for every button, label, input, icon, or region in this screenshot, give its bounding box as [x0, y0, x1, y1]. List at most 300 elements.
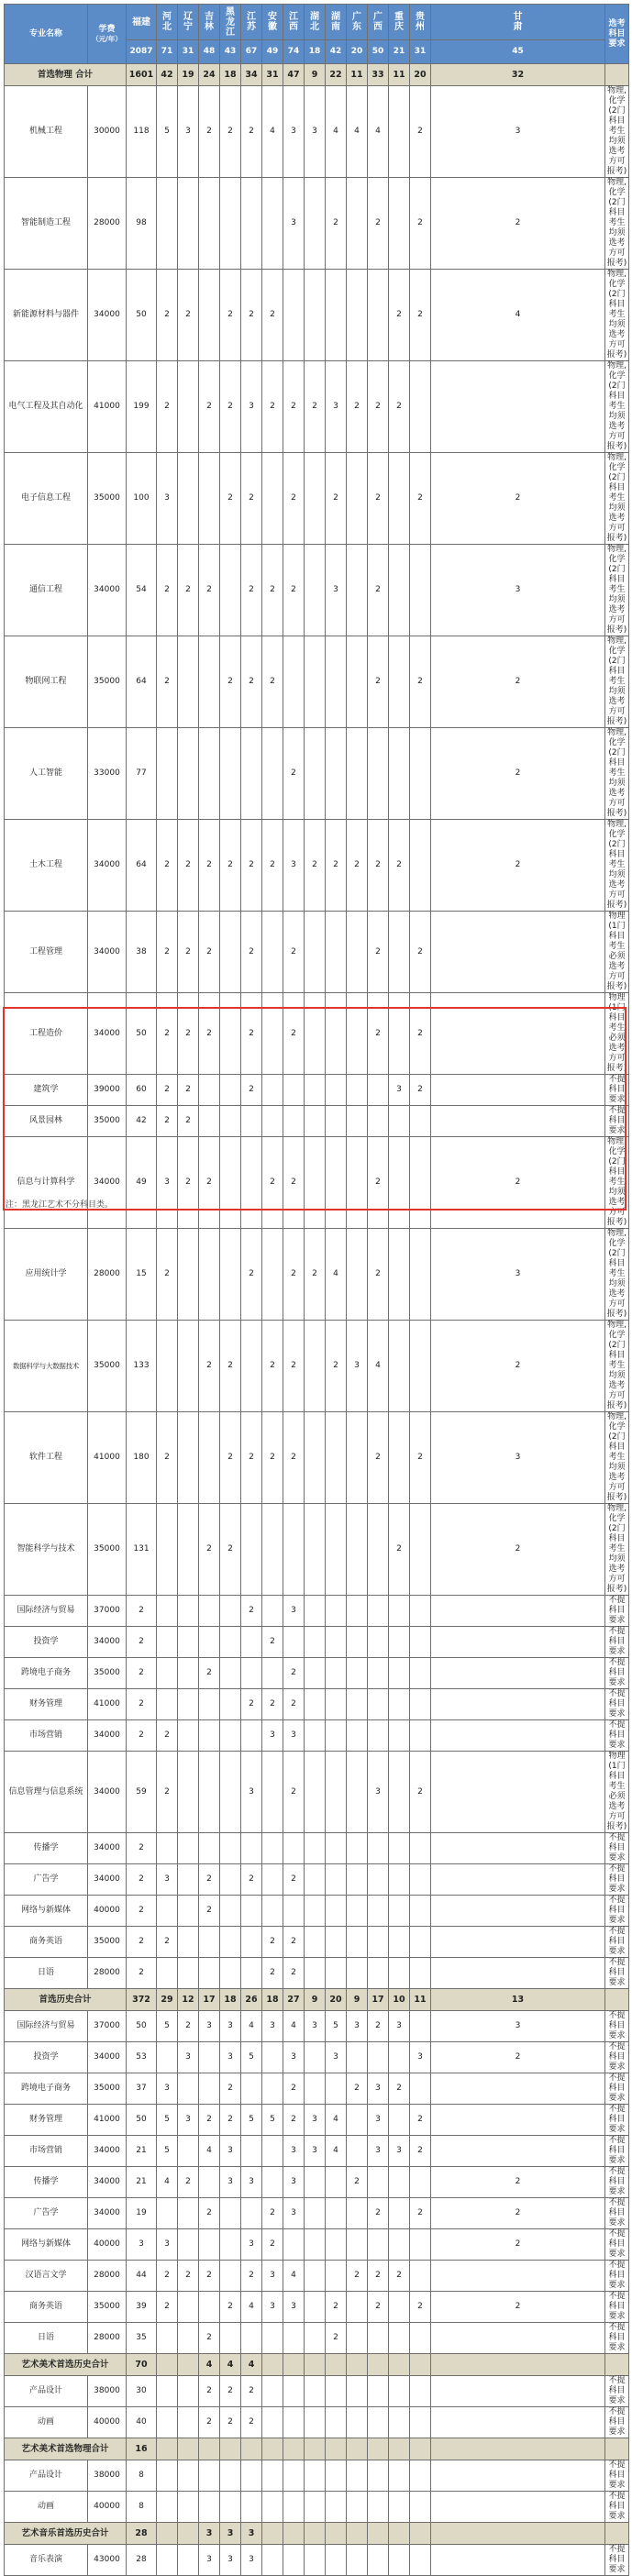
quota-cell: 2: [283, 1958, 305, 1989]
quota-cell: 2: [199, 1658, 220, 1689]
quota-cell: 2: [347, 361, 368, 453]
quota-cell: [347, 545, 368, 636]
tuition-fee: 41000: [88, 2105, 127, 2136]
tuition-fee: 35000: [88, 1106, 127, 1137]
quota-cell: 2: [199, 1504, 220, 1596]
quota-cell: [347, 2042, 368, 2073]
quota-cell: [262, 1229, 283, 1321]
quota-cell: [178, 1504, 199, 1596]
subject-requirement: 不提科目要求: [605, 2167, 629, 2198]
quota-cell: 2: [220, 1504, 241, 1596]
quota-cell: 2: [178, 270, 199, 361]
quota-cell: 3: [199, 2545, 220, 2576]
province-total: 48: [199, 40, 220, 64]
quota-cell: [389, 912, 410, 993]
quota-cell: [326, 1752, 347, 1833]
quota-cell: 2: [262, 1689, 283, 1720]
quota-cell: [178, 1927, 199, 1958]
quota-cell: [431, 2136, 605, 2167]
table-row: [5, 2460, 629, 2492]
quota-cell: [389, 2105, 410, 2136]
table-row: [5, 1504, 629, 1596]
table-header: [5, 5, 629, 64]
quota-cell: 3: [178, 2105, 199, 2136]
subject-requirement: 不提科目要求: [605, 1864, 629, 1896]
subject-requirement: 物理,化学(2门科目考生均须选考方可报考): [605, 1504, 629, 1596]
quota-cell: 2: [262, 1627, 283, 1658]
subject-requirement: 不提科目要求: [605, 2407, 629, 2438]
quota-cell: [199, 1106, 220, 1137]
quota-cell: [178, 636, 199, 728]
quota-cell: [305, 2407, 326, 2438]
province-name: 广西: [373, 12, 383, 32]
province-header: [283, 5, 305, 40]
quota-cell: [241, 2323, 262, 2354]
major-name: 动画: [5, 2492, 88, 2523]
section-total-count: [368, 2523, 389, 2545]
quota-cell: [410, 1720, 431, 1752]
quota-cell: 100: [127, 453, 157, 545]
fee-header-label: 学费: [98, 25, 116, 34]
quota-cell: 2: [127, 1958, 157, 1989]
subject-requirement: 物理,化学(2门科目考生均须选考方可报考): [605, 178, 629, 270]
quota-cell: 37: [127, 2073, 157, 2105]
subject-requirement: 不提科目要求: [605, 2376, 629, 2407]
quota-cell: [220, 1075, 241, 1106]
tuition-fee: 40000: [88, 2492, 127, 2523]
quota-cell: 2: [220, 1412, 241, 1504]
major-header: 专业名称: [5, 5, 88, 64]
quota-cell: [389, 2167, 410, 2198]
quota-cell: [410, 2407, 431, 2438]
province-name: 黑龙江: [226, 6, 235, 38]
subject-requirement: 不提科目要求: [605, 2105, 629, 2136]
quota-cell: [220, 545, 241, 636]
quota-cell: [262, 912, 283, 993]
quota-cell: [389, 1137, 410, 1229]
quota-cell: 2: [262, 1321, 283, 1412]
province-total: 42: [326, 40, 347, 64]
quota-cell: 4: [347, 86, 368, 178]
section-total-count: [368, 2438, 389, 2460]
quota-cell: [410, 2376, 431, 2407]
quota-cell: 3: [368, 2073, 389, 2105]
tuition-fee: 33000: [88, 728, 127, 820]
table-row: [5, 2323, 629, 2354]
tuition-fee: 37000: [88, 1596, 127, 1627]
quota-cell: [410, 2073, 431, 2105]
quota-cell: [347, 1504, 368, 1596]
quota-cell: 50: [127, 2105, 157, 2136]
quota-cell: 2: [220, 453, 241, 545]
tuition-fee: 34000: [88, 270, 127, 361]
quota-cell: 2: [157, 1412, 178, 1504]
table-row: [5, 1864, 629, 1896]
quota-cell: [241, 1321, 262, 1412]
subject-requirement: 不提科目要求: [605, 2229, 629, 2261]
table-row: [5, 2073, 629, 2105]
quota-cell: 3: [241, 2545, 262, 2576]
quota-cell: [431, 912, 605, 993]
quota-cell: 2: [199, 1137, 220, 1229]
major-name: 传播学: [5, 1833, 88, 1864]
quota-cell: [347, 1720, 368, 1752]
quota-cell: [431, 2323, 605, 2354]
major-name: 跨境电子商务: [5, 2073, 88, 2105]
quota-cell: 2: [283, 453, 305, 545]
section-total-count: [283, 2354, 305, 2376]
quota-cell: 2: [326, 1321, 347, 1412]
quota-cell: 3: [283, 2136, 305, 2167]
quota-cell: [389, 1658, 410, 1689]
quota-cell: [305, 2545, 326, 2576]
section-total-requirement: [605, 64, 629, 86]
quota-cell: [283, 1075, 305, 1106]
section-total-count: 1601: [127, 64, 157, 86]
quota-cell: [305, 728, 326, 820]
table-row: [5, 1321, 629, 1412]
quota-cell: [368, 1596, 389, 1627]
quota-cell: [283, 1106, 305, 1137]
major-name: 产品设计: [5, 2460, 88, 2492]
quota-cell: [199, 636, 220, 728]
quota-cell: 4: [431, 270, 605, 361]
section-total-count: 3: [220, 2523, 241, 2545]
quota-cell: 131: [127, 1504, 157, 1596]
quota-cell: [410, 1927, 431, 1958]
quota-cell: [220, 1627, 241, 1658]
tuition-fee: 40000: [88, 1896, 127, 1927]
quota-cell: [178, 1229, 199, 1321]
quota-cell: 3: [262, 2261, 283, 2292]
section-total-count: 4: [241, 2354, 262, 2376]
quota-cell: [283, 2229, 305, 2261]
quota-cell: [241, 1106, 262, 1137]
major-name: 网络与新媒体: [5, 2229, 88, 2261]
subject-requirement: 物理,化学(2门科目考生均须选考方可报考): [605, 1412, 629, 1504]
tuition-fee: 30000: [88, 86, 127, 178]
section-total-count: 372: [127, 1989, 157, 2011]
quota-cell: 4: [283, 2011, 305, 2042]
section-total-requirement: [605, 2354, 629, 2376]
section-total-count: 12: [178, 1989, 199, 2011]
quota-cell: [368, 1658, 389, 1689]
quota-cell: [326, 912, 347, 993]
quota-cell: 3: [157, 2073, 178, 2105]
quota-cell: [347, 1627, 368, 1658]
quota-cell: 2: [326, 178, 347, 270]
major-name: 市场营销: [5, 1720, 88, 1752]
quota-cell: [326, 993, 347, 1075]
tuition-fee: 35000: [88, 453, 127, 545]
section-total-count: [326, 2523, 347, 2545]
province-header: [389, 5, 410, 40]
quota-cell: [262, 2376, 283, 2407]
quota-cell: 2: [368, 545, 389, 636]
quota-cell: 2: [199, 912, 220, 993]
quota-cell: 2: [410, 2136, 431, 2167]
quota-cell: [347, 178, 368, 270]
quota-cell: 3: [305, 2011, 326, 2042]
quota-cell: 2: [262, 820, 283, 912]
quota-cell: [347, 1075, 368, 1106]
quota-cell: 2: [368, 636, 389, 728]
table-row: [5, 2011, 629, 2042]
province-header: [220, 5, 241, 40]
quota-cell: 2: [283, 1321, 305, 1412]
quota-cell: [431, 1958, 605, 1989]
table-row: [5, 178, 629, 270]
quota-cell: 2: [220, 2376, 241, 2407]
quota-cell: [368, 2042, 389, 2073]
quota-cell: 2: [410, 178, 431, 270]
quota-cell: [305, 2292, 326, 2323]
quota-cell: [389, 2042, 410, 2073]
section-total-count: 29: [157, 1989, 178, 2011]
quota-cell: [157, 2198, 178, 2229]
quota-cell: 3: [241, 2229, 262, 2261]
quota-cell: 2: [347, 2167, 368, 2198]
quota-cell: 199: [127, 361, 157, 453]
quota-cell: [368, 1075, 389, 1106]
quota-cell: [262, 2492, 283, 2523]
quota-cell: [389, 2323, 410, 2354]
quota-cell: [431, 2261, 605, 2292]
quota-cell: 2: [368, 361, 389, 453]
quota-cell: 3: [157, 1864, 178, 1896]
section-total-row: [5, 2354, 629, 2376]
quota-cell: 2: [220, 2105, 241, 2136]
major-name: 广告学: [5, 2198, 88, 2229]
quota-cell: [389, 1864, 410, 1896]
section-total-count: 9: [305, 1989, 326, 2011]
quota-cell: 3: [262, 2292, 283, 2323]
quota-cell: 3: [431, 545, 605, 636]
quota-cell: 4: [326, 2136, 347, 2167]
table-row: [5, 86, 629, 178]
quota-cell: 2: [262, 545, 283, 636]
quota-cell: [347, 728, 368, 820]
quota-cell: 3: [220, 2042, 241, 2073]
quota-cell: [199, 1229, 220, 1321]
quota-cell: 2: [199, 1321, 220, 1412]
section-total-count: [199, 2438, 220, 2460]
quota-cell: [305, 2460, 326, 2492]
quota-cell: [326, 2407, 347, 2438]
province-total: 50: [368, 40, 389, 64]
quota-cell: [389, 1927, 410, 1958]
quota-cell: [178, 1689, 199, 1720]
quota-cell: [368, 1106, 389, 1137]
quota-cell: 2: [199, 2198, 220, 2229]
section-total-count: 26: [241, 1989, 262, 2011]
major-name: 商务英语: [5, 1927, 88, 1958]
section-total-count: [178, 2523, 199, 2545]
province-total: 49: [262, 40, 283, 64]
quota-cell: [347, 1833, 368, 1864]
section-total-count: 17: [368, 1989, 389, 2011]
quota-cell: 2: [178, 993, 199, 1075]
tuition-fee: 39000: [88, 1075, 127, 1106]
quota-cell: [389, 2376, 410, 2407]
quota-cell: 2: [199, 2407, 220, 2438]
quota-cell: [431, 1864, 605, 1896]
quota-cell: 118: [127, 86, 157, 178]
table-row: [5, 993, 629, 1075]
table-row: [5, 2042, 629, 2073]
quota-cell: [199, 1689, 220, 1720]
tuition-fee: 34000: [88, 993, 127, 1075]
tuition-fee: 43000: [88, 2545, 127, 2576]
table-row: [5, 2136, 629, 2167]
quota-cell: [178, 178, 199, 270]
quota-cell: 2: [127, 1720, 157, 1752]
quota-cell: [347, 1752, 368, 1833]
table-row: [5, 1075, 629, 1106]
quota-cell: 2: [410, 636, 431, 728]
quota-cell: 2: [410, 2198, 431, 2229]
quota-cell: 2: [283, 1927, 305, 1958]
quota-cell: 2: [157, 2261, 178, 2292]
quota-cell: 44: [127, 2261, 157, 2292]
quota-cell: [389, 1752, 410, 1833]
table-row: [5, 1596, 629, 1627]
quota-cell: 2: [220, 636, 241, 728]
section-total-row: [5, 1989, 629, 2011]
quota-cell: [262, 2407, 283, 2438]
quota-cell: 2: [305, 1229, 326, 1321]
subject-requirement: 不提科目要求: [605, 2545, 629, 2576]
section-total-count: 20: [410, 64, 431, 86]
quota-cell: [220, 1137, 241, 1229]
major-name: 动画: [5, 2407, 88, 2438]
section-total-count: [410, 2354, 431, 2376]
quota-cell: [157, 728, 178, 820]
quota-cell: [199, 1075, 220, 1106]
quota-cell: [305, 545, 326, 636]
quota-cell: 2: [410, 993, 431, 1075]
quota-cell: [157, 1627, 178, 1658]
section-total-count: [326, 2354, 347, 2376]
quota-cell: 2: [241, 993, 262, 1075]
table-row: [5, 453, 629, 545]
quota-cell: [389, 728, 410, 820]
quota-cell: [178, 728, 199, 820]
quota-cell: 133: [127, 1321, 157, 1412]
quota-cell: [410, 1896, 431, 1927]
section-total-count: 9: [305, 64, 326, 86]
province-name: 江西: [289, 12, 298, 32]
quota-cell: 2: [368, 453, 389, 545]
table-row: [5, 2261, 629, 2292]
section-total-count: [431, 2438, 605, 2460]
quota-cell: [305, 1106, 326, 1137]
quota-cell: [389, 1896, 410, 1927]
quota-cell: [283, 2407, 305, 2438]
quota-cell: 4: [262, 86, 283, 178]
quota-cell: [305, 2042, 326, 2073]
quota-cell: 2: [389, 2261, 410, 2292]
section-total-count: 27: [283, 1989, 305, 2011]
quota-cell: [347, 2376, 368, 2407]
quota-cell: 3: [262, 2011, 283, 2042]
tuition-fee: 35000: [88, 2292, 127, 2323]
table-row: [5, 1896, 629, 1927]
quota-cell: 5: [157, 2105, 178, 2136]
section-total-row: [5, 2438, 629, 2460]
quota-cell: [262, 1075, 283, 1106]
quota-cell: 2: [368, 1412, 389, 1504]
quota-cell: [347, 2407, 368, 2438]
quota-cell: [157, 2323, 178, 2354]
section-total-count: 11: [347, 64, 368, 86]
quota-cell: [157, 1689, 178, 1720]
table-row: [5, 1752, 629, 1833]
quota-cell: 2: [326, 820, 347, 912]
quota-cell: [241, 1627, 262, 1658]
quota-cell: 2: [368, 2198, 389, 2229]
table-row: [5, 1412, 629, 1504]
major-name: 市场营销: [5, 2136, 88, 2167]
major-name: 工程造价: [5, 993, 88, 1075]
quota-cell: [157, 2545, 178, 2576]
quota-cell: [410, 1321, 431, 1412]
quota-cell: [199, 1720, 220, 1752]
quota-cell: 3: [305, 2105, 326, 2136]
quota-cell: [305, 636, 326, 728]
section-total-count: 18: [262, 1989, 283, 2011]
quota-cell: [220, 728, 241, 820]
quota-cell: [410, 2460, 431, 2492]
quota-cell: [326, 2073, 347, 2105]
quota-cell: 8: [127, 2492, 157, 2523]
major-name: 智能科学与技术: [5, 1504, 88, 1596]
section-total-count: 42: [157, 64, 178, 86]
quota-cell: 2: [241, 1412, 262, 1504]
quota-cell: [347, 1229, 368, 1321]
quota-cell: [199, 2073, 220, 2105]
quota-cell: [389, 2460, 410, 2492]
major-name: 建筑学: [5, 1075, 88, 1106]
quota-cell: [347, 1896, 368, 1927]
quota-cell: [326, 1658, 347, 1689]
quota-cell: 2: [178, 912, 199, 993]
quota-cell: 2: [368, 820, 389, 912]
quota-cell: [220, 2198, 241, 2229]
quota-cell: [368, 270, 389, 361]
quota-cell: [431, 2460, 605, 2492]
quota-cell: 2: [157, 1927, 178, 1958]
quota-cell: [347, 2292, 368, 2323]
quota-cell: 2: [410, 1412, 431, 1504]
quota-cell: 50: [127, 993, 157, 1075]
quota-cell: 53: [127, 2042, 157, 2073]
tuition-fee: 34000: [88, 912, 127, 993]
table-row: [5, 2292, 629, 2323]
quota-cell: [178, 1958, 199, 1989]
quota-cell: 2: [431, 820, 605, 912]
section-total-label: 艺术美术首选历史合计: [5, 2354, 127, 2376]
quota-cell: [368, 1896, 389, 1927]
quota-cell: 21: [127, 2136, 157, 2167]
province-header: [347, 5, 368, 40]
province-header: [199, 5, 220, 40]
province-name: 辽宁: [183, 12, 193, 32]
subject-requirement: 物理(1门科目考生必须选考方可报考): [605, 993, 629, 1075]
quota-cell: [305, 993, 326, 1075]
subject-requirement: 物理,化学(2门科目考生均须选考方可报考): [605, 728, 629, 820]
quota-cell: 2: [241, 636, 262, 728]
